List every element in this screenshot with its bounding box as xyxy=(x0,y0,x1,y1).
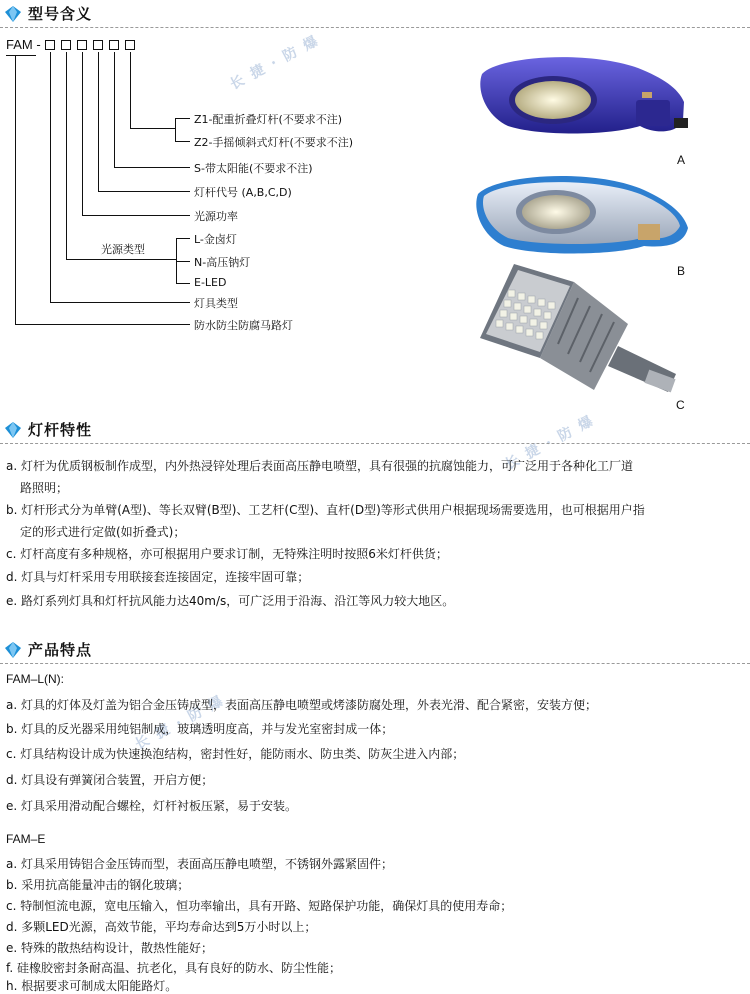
connector-line xyxy=(98,191,190,192)
code-box xyxy=(125,40,135,50)
product-l-item: e. 灯具采用滑动配合螺栓，灯杆衬板压紧，易于安装。 xyxy=(6,799,298,813)
section-title: 灯杆特性 xyxy=(28,421,93,439)
section-header-model xyxy=(0,0,750,28)
label-solar: S-带太阳能(不要求不注) xyxy=(194,162,313,175)
section-header-product xyxy=(0,636,750,664)
product-e-item: f. 硅橡胶密封条耐高温、抗老化，具有良好的防水、防尘性能； xyxy=(6,961,341,975)
connector-line xyxy=(130,128,175,129)
label-lamp-type: 灯具类型 xyxy=(194,297,238,310)
diamond-icon xyxy=(4,421,22,439)
lamp-label-a: A xyxy=(677,153,686,167)
section-title: 产品特点 xyxy=(28,641,93,659)
section-divider xyxy=(0,443,750,444)
connector-line xyxy=(82,52,83,216)
connector-line xyxy=(82,215,190,216)
label-power: 光源功率 xyxy=(194,210,238,223)
code-box xyxy=(45,40,55,50)
code-box xyxy=(109,40,119,50)
model-prefix: FAM - xyxy=(6,37,41,52)
diamond-icon xyxy=(4,641,22,659)
connector-line xyxy=(6,55,36,56)
subheading-l: FAM–L(N): xyxy=(6,672,65,686)
connector-line xyxy=(66,259,176,260)
pole-item-c: c. 灯杆高度有多种规格，亦可根据用户要求订制，无特殊注明时按照6米灯杆供货； xyxy=(6,547,448,561)
pole-item-b: b. 灯杆形式分为单臂(A型)、等长双臂(B型)、工艺杆(C型)、直杆(D型)等形式供用户根据现场需要选用，也可根据用户指 xyxy=(6,503,645,517)
connector-line xyxy=(66,52,67,260)
label-l: L-金卤灯 xyxy=(194,233,237,246)
lamp-label-c: C xyxy=(676,398,685,412)
watermark: 长 捷 · 防 爆 xyxy=(502,412,598,474)
label-pole-code: 灯杆代号 (A,B,C,D) xyxy=(194,186,292,199)
watermark: 长 捷 · 防 爆 xyxy=(227,32,323,94)
product-e-item: b. 采用抗高能量冲击的钢化玻璃； xyxy=(6,878,190,892)
section-divider xyxy=(0,27,750,28)
product-e-item: d. 多颗LED光源，高效节能，平均寿命达到5万小时以上； xyxy=(6,920,317,934)
pole-item-b-cont: 定的形式进行定做(如折叠式)； xyxy=(20,525,186,539)
pole-item-a: a. 灯杆为优质钢板制作成型，内外热浸锌处理后表面高压静电喷塑，具有很强的抗腐蚀能力，可广泛用于各种化工厂道 xyxy=(6,459,633,473)
connector-line xyxy=(130,52,131,129)
connector-line xyxy=(175,118,176,142)
section-divider xyxy=(0,663,750,664)
lamp-label-b: B xyxy=(677,264,686,278)
connector-line xyxy=(176,238,190,239)
connector-line xyxy=(98,52,99,192)
connector-line xyxy=(175,141,190,142)
connector-line xyxy=(114,52,115,168)
label-e: E-LED xyxy=(194,276,227,289)
lamp-a-image xyxy=(478,48,693,146)
connector-line xyxy=(50,52,51,303)
connector-line xyxy=(114,167,190,168)
watermark: 长 捷 · 防 爆 xyxy=(132,692,228,754)
label-source-type: 光源类型 xyxy=(101,243,145,256)
connector-line xyxy=(15,324,190,325)
section-title: 型号含义 xyxy=(28,5,93,23)
product-e-item: h. 根据要求可制成太阳能路灯。 xyxy=(6,979,178,993)
connector-line xyxy=(176,283,190,284)
label-z2: Z2-手摇倾斜式灯杆(不要求不注) xyxy=(194,136,354,149)
connector-line xyxy=(50,302,190,303)
pole-item-d: d. 灯具与灯杆采用专用联接套连接固定，连接牢固可靠； xyxy=(6,570,310,584)
product-l-item: a. 灯具的灯体及灯盖为铝合金压铸成型，表面高压静电喷塑或烤漆防腐处理，外表光滑、配合紧密，安装方便； xyxy=(6,698,597,712)
lamp-b-image xyxy=(474,166,694,261)
code-box xyxy=(61,40,71,50)
pole-item-e: e. 路灯系列灯具和灯杆抗风能力达40m/s，可广泛用于沿海、沿江等风力较大地区。 xyxy=(6,594,455,608)
section-header-pole xyxy=(0,416,750,444)
connector-line xyxy=(176,261,190,262)
pole-item-a-cont: 路照明； xyxy=(20,481,69,495)
code-box xyxy=(77,40,87,50)
subheading-e: FAM–E xyxy=(6,832,46,846)
product-e-item: e. 特殊的散热结构设计，散热性能好； xyxy=(6,941,214,955)
label-name: 防水防尘防腐马路灯 xyxy=(194,319,293,332)
code-box xyxy=(93,40,103,50)
product-l-item: b. 灯具的反光器采用纯铝制成，玻璃透明度高，并与发光室密封成一体； xyxy=(6,722,394,736)
connector-line xyxy=(15,55,16,325)
product-e-item: c. 特制恒流电源，宽电压输入，恒功率输出，具有开路、短路保护功能，确保灯具的使用寿命； xyxy=(6,899,513,913)
product-l-item: d. 灯具设有弹簧闭合装置，开启方便； xyxy=(6,773,214,787)
lamp-c-image xyxy=(478,262,686,404)
label-n: N-高压钠灯 xyxy=(194,256,251,269)
label-z1: Z1-配重折叠灯杆(不要求不注) xyxy=(194,113,343,126)
product-e-item: a. 灯具采用铸铝合金压铸而型，表面高压静电喷塑，不锈钢外露紧固件； xyxy=(6,857,393,871)
connector-line xyxy=(175,118,190,119)
diamond-icon xyxy=(4,5,22,23)
product-l-item: c. 灯具结构设计成为快速换泡结构，密封性好，能防雨水、防虫类、防灰尘进入内部； xyxy=(6,747,465,761)
